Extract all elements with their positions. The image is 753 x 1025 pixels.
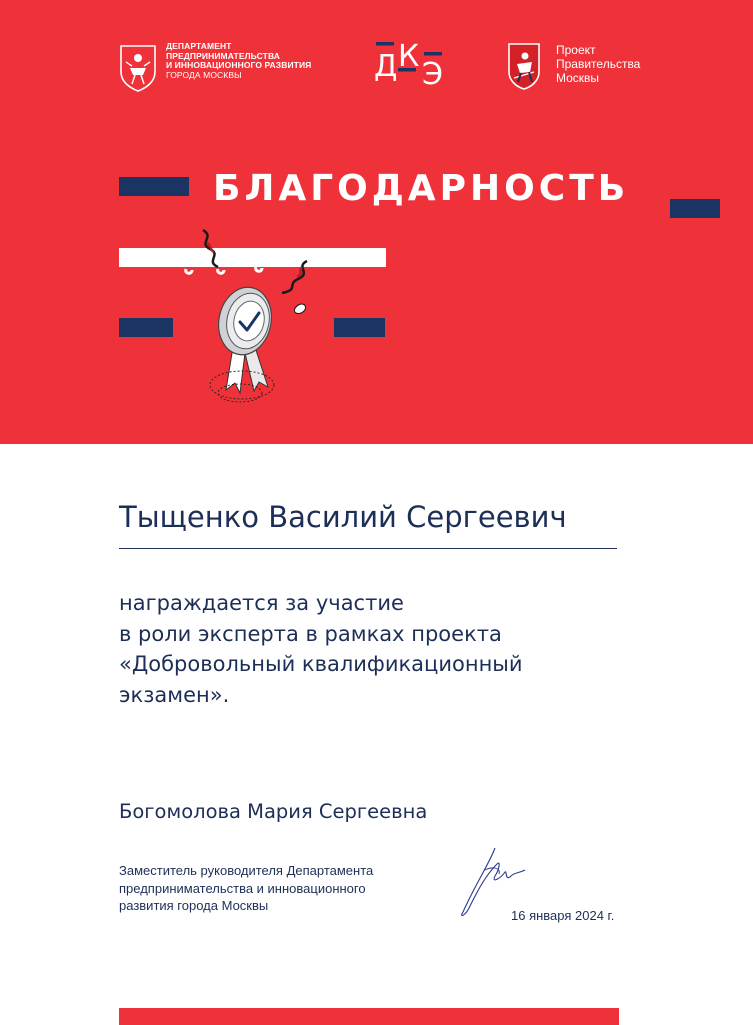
dke-logo-letter-3: Э <box>422 57 443 88</box>
department-line-3: И ИННОВАЦИОННОГО РАЗВИТИЯ <box>166 60 312 70</box>
signer-position-line-3: развития города Москвы <box>119 898 269 913</box>
department-logo <box>118 42 311 92</box>
department-line-1: ДЕПАРТАМЕНТ <box>166 41 232 51</box>
department-name <box>166 42 311 80</box>
issue-date: 16 января 2024 г. <box>511 908 615 923</box>
recipient-name: Тыщенко Василий Сергеевич <box>119 500 567 534</box>
award-text-line-3: «Добровольный квалификационный <box>119 652 523 676</box>
award-badge-illustration <box>170 225 330 415</box>
decor-bar-navy-3 <box>119 318 173 337</box>
award-text-line-4: экзамен». <box>119 682 230 707</box>
award-text-line-2: в роли эксперта в рамках проекта <box>119 621 502 646</box>
dke-logo <box>374 40 446 88</box>
signer-name: Богомолова Мария Сергеевна <box>119 800 428 823</box>
header-banner <box>0 0 753 444</box>
signer-position-line-2: предпринимательства и инновационного <box>119 880 366 896</box>
decor-bar-navy-1 <box>119 177 189 196</box>
moscow-coat-of-arms-icon <box>508 42 548 92</box>
dke-logo-letter-1: Д <box>374 49 398 84</box>
department-line-4: ГОРОДА МОСКВЫ <box>166 69 242 80</box>
project-name <box>556 43 640 85</box>
decor-bar-navy-2 <box>670 199 720 218</box>
footer-bar <box>119 1008 619 1025</box>
project-line-2: Правительства <box>556 57 641 71</box>
project-line-3: Москвы <box>556 71 600 85</box>
certificate-title: БЛАГОДАРНОСТЬ <box>213 168 630 209</box>
signer-position-line-1: Заместитель руководителя Департамента <box>119 863 374 878</box>
project-line-1: Проект <box>556 43 596 57</box>
award-text-line-1: награждается за участие <box>119 591 404 615</box>
decor-bar-navy-4 <box>334 318 385 337</box>
department-line-2: ПРЕДПРИНИМАТЕЛЬСТВА <box>166 50 281 61</box>
signer-position <box>119 862 373 915</box>
government-project-logo <box>508 42 640 92</box>
recipient-underline <box>119 548 617 549</box>
dke-logo-letter-2: К <box>398 40 420 74</box>
award-text <box>119 588 523 710</box>
moscow-crest-icon <box>118 42 158 92</box>
